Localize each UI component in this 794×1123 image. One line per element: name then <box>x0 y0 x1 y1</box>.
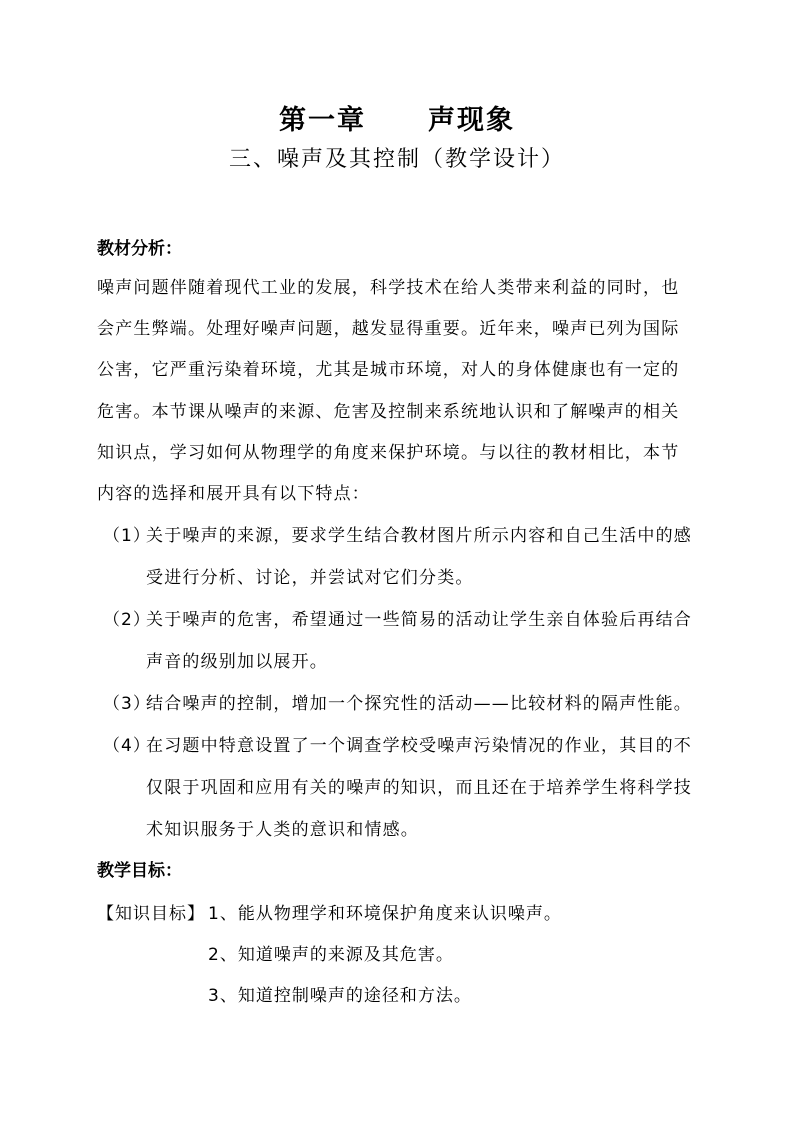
item-number: （2） <box>103 610 151 630</box>
chapter-name: 声现象 <box>428 105 515 136</box>
item-number: （3） <box>103 694 151 714</box>
item-line: 受进行分析、讨论，并尝试对它们分类。 <box>146 568 474 588</box>
section-subtitle: 三、噪声及其控制（教学设计） <box>228 147 565 172</box>
analysis-line: 会产生弊端。处理好噪声问题，越发显得重要。近年来，噪声已列为国际 <box>97 319 680 339</box>
analysis-line: 危害。本节课从噪声的来源、危害及控制来系统地认识和了解噪声的相关 <box>97 402 680 422</box>
knowledge-goal: 3、知道控制噪声的途径和方法。 <box>208 986 472 1006</box>
knowledge-goal-tag: 【知识目标】 <box>97 904 205 924</box>
goals-heading: 教学目标： <box>97 861 182 881</box>
item-number: （4） <box>103 736 151 756</box>
knowledge-goal: 2、知道噪声的来源及其危害。 <box>208 945 454 965</box>
analysis-heading: 教材分析： <box>97 239 182 259</box>
analysis-line: 噪声问题伴随着现代工业的发展，科学技术在给人类带来利益的同时，也 <box>97 278 680 298</box>
chapter-title <box>0 98 794 137</box>
analysis-line: 公害，它严重污染着环境，尤其是城市环境，对人的身体健康也有一定的 <box>97 360 680 380</box>
analysis-line: 知识点，学习如何从物理学的角度来保护环境。与以往的教材相比，本节 <box>97 443 680 463</box>
item-line: 关于噪声的危害，希望通过一些简易的活动让学生亲自体验后再结合 <box>146 610 692 630</box>
chapter-number: 第一章 <box>279 105 366 136</box>
item-number: （1） <box>103 526 151 546</box>
item-line: 仅限于巩固和应用有关的噪声的知识，而且还在于培养学生将科学技 <box>146 778 692 798</box>
item-line: 关于噪声的来源，要求学生结合教材图片所示内容和自己生活中的感 <box>146 526 692 546</box>
analysis-line: 内容的选择和展开具有以下特点： <box>97 484 370 504</box>
item-line: 声音的级别加以展开。 <box>146 652 328 672</box>
knowledge-goal: 1、能从物理学和环境保护角度来认识噪声。 <box>208 904 562 924</box>
item-line: 术知识服务于人类的意识和情感。 <box>146 820 419 840</box>
item-line: 结合噪声的控制，增加一个探究性的活动——比较材料的隔声性能。 <box>146 694 692 714</box>
item-line: 在习题中特意设置了一个调查学校受噪声污染情况的作业，其目的不 <box>146 736 692 756</box>
